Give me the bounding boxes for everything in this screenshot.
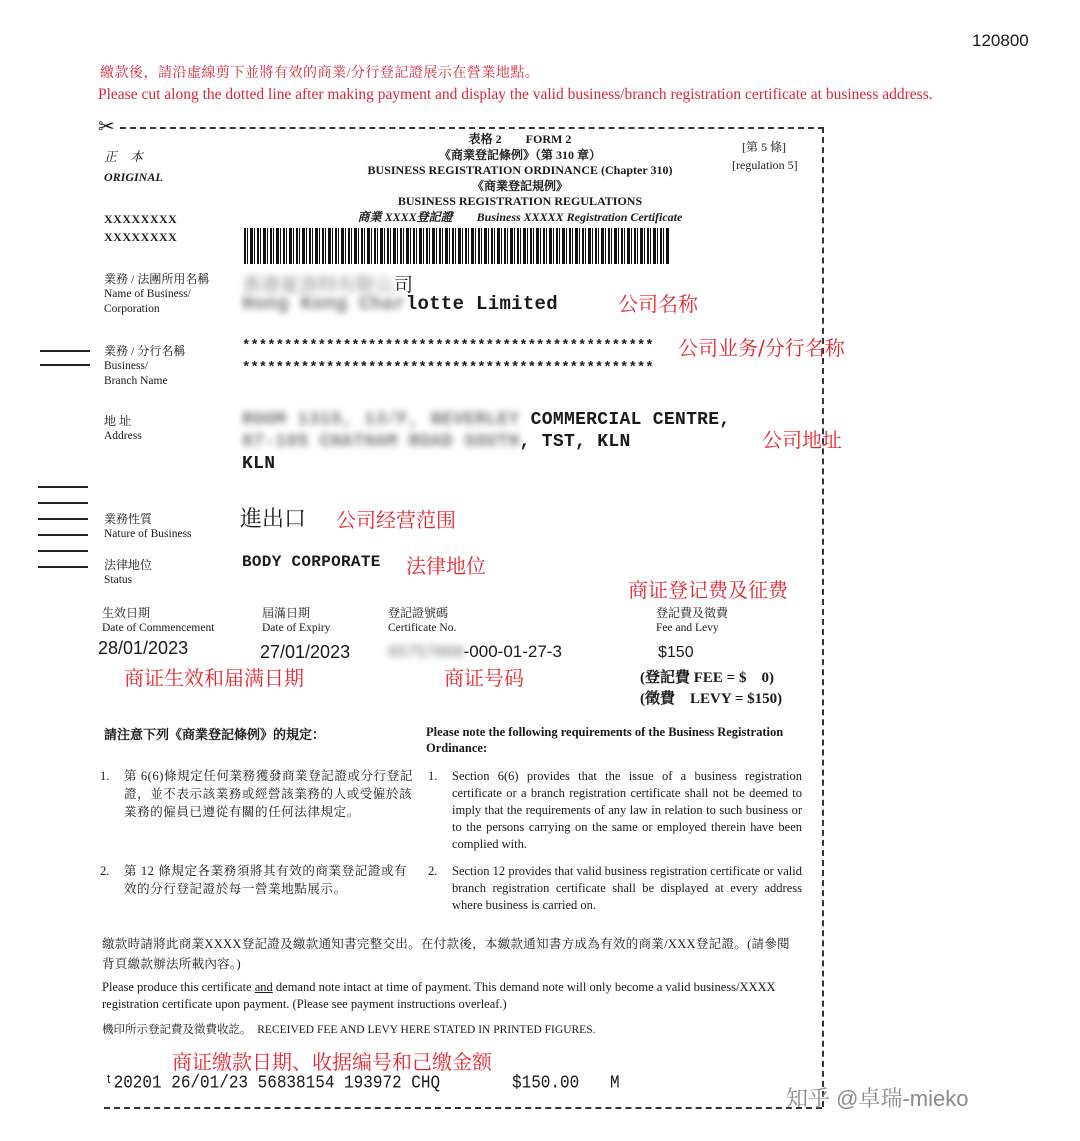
ordinance-zh: 《商業登記條例》（第 310 章） <box>438 147 601 162</box>
annotation-cert-no: 商证号码 <box>444 666 524 690</box>
address-line-2: 87-105 CHATHAM ROAD SOUTH, TST, KLN <box>242 432 631 452</box>
regulations-zh: 《商業登記規例》 <box>471 178 568 193</box>
instruction-en: Please cut along the dotted line after making payment and display the valid business/branch registration certificate at business address. <box>98 86 933 103</box>
levy-line: (徵費 LEVY = $150) <box>640 691 783 707</box>
tick-mark <box>40 350 90 352</box>
fee-total: $150 <box>658 644 694 661</box>
notes-heading-zh: 請注意下列《商業登記條例》的規定： <box>104 727 326 742</box>
annotation-address: 公司地址 <box>762 428 842 452</box>
business-name-zh: 香港夏洛特有限公司 <box>242 275 414 296</box>
original-en: ORIGINAL <box>104 170 163 184</box>
commencement-label: 生效日期 Date of Commencement <box>102 606 215 634</box>
note-1-en: Section 6(6) provides that the issue of a business registration certificate or a branch registration certificate shall not be deemed to imply that the requirements of any law in relation to such business or to the persons carrying on the same or employed therein have been complied with. <box>452 769 802 851</box>
annotation-business-scope: 公司经营范围 <box>336 508 456 532</box>
certificate-no-value: 65757868-000-01-27-3 <box>388 642 562 661</box>
annotation-payment: 商证缴款日期、收据编号和己缴金额 <box>172 1050 492 1074</box>
address-line-3: KLN <box>242 454 276 474</box>
annotation-company-name: 公司名称 <box>618 292 698 316</box>
payment-stamp: ᵗ20201 26/01/23 56838154 193972 CHQ <box>104 1072 441 1094</box>
note-1-number: 1. <box>100 769 110 783</box>
branch-label: 業務 / 分行名稱 Business/ Branch Name <box>104 344 186 387</box>
note-2-en-number: 2. <box>428 864 438 878</box>
tick-mark <box>38 566 88 568</box>
id-line-2: XXXXXXXX <box>104 230 178 244</box>
tick-mark <box>38 534 88 536</box>
certificate-no-label: 登記證號碼 Certificate No. <box>388 606 457 634</box>
note-1-en-number: 1. <box>428 769 438 783</box>
original-zh: 正 本 <box>104 149 144 164</box>
name-label: 業務 / 法團所用名稱 Name of Business/ Corporation <box>104 272 210 315</box>
annotation-branch-name: 公司业务/分行名称 <box>678 336 845 360</box>
annotation-fee: 商证登记费及征费 <box>628 578 788 602</box>
certificate-title: 商業 XXXX登記證 Business XXXXX Registration Certificate <box>357 209 683 224</box>
tick-mark <box>38 518 88 520</box>
nature-label: 業務性質 Nature of Business <box>104 512 192 540</box>
address-line-1: ROOM 1315, 13/F, BEVERLEY COMMERCIAL CENTRE, <box>242 410 731 430</box>
payment-amount: $150.00 <box>512 1072 580 1094</box>
address-label: 地 址 Address <box>104 414 142 442</box>
notes-heading-en: Please note the following requirements of the Business Registration Ordinance: <box>426 725 784 755</box>
cut-line-bottom <box>104 1107 822 1109</box>
fee-label: 登記費及徵費 Fee and Levy <box>656 606 729 634</box>
barcode <box>244 228 670 264</box>
note-2-number: 2. <box>100 864 110 878</box>
note-2-zh: 第 12 條規定各業務須將其有效的商業登記證或有效的分行登記證於每一營業地點展示。 <box>124 864 408 896</box>
id-line-1: XXXXXXXX <box>104 212 178 226</box>
document-number: 120800 <box>972 31 1029 50</box>
business-name-en: Hong Kong Charlotte Limited <box>242 293 558 315</box>
tick-mark <box>38 486 88 488</box>
payment-text-zh: 繳款時請將此商業XXXX登記證及繳款通知書完整交出。在付款後，本繳款通知書方成為有效的商業/XXX登記證。(請參閱背頁繳款辦法所載內容。) <box>102 937 790 971</box>
branch-value-1: ************************************************* <box>242 338 654 354</box>
tick-mark <box>38 502 88 504</box>
annotation-dates: 商证生效和届满日期 <box>124 666 304 690</box>
note-1-zh: 第 6(6)條規定任何業務獲發商業登記證或分行登記證，並不表示該業務或經營該業務的人或受僱於該業務的僱員已遵從有關的任何法律規定。 <box>124 769 413 819</box>
received-note: 機印所示登記費及徵費收訖。 RECEIVED FEE AND LEVY HERE STATED IN PRINTED FIGURES. <box>102 1024 596 1036</box>
status-label: 法律地位 Status <box>104 558 153 586</box>
regulation-zh: [第 5 條] <box>742 140 786 154</box>
note-2-en: Section 12 provides that valid business registration certificate or valid branch registration certificate shall be displayed at every address where business is carried on. <box>452 864 802 912</box>
cut-line-top <box>120 127 824 129</box>
tick-mark <box>38 550 88 552</box>
payment-mark: M <box>610 1072 620 1094</box>
ordinance-en: BUSINESS REGISTRATION ORDINANCE (Chapter 310) <box>367 163 673 177</box>
expiry-label: 屆滿日期 Date of Expiry <box>262 606 331 634</box>
fee-line: (登記費 FEE = $ 0) <box>640 670 774 686</box>
regulation-en: [regulation 5] <box>732 158 798 172</box>
cut-line-right <box>822 127 824 1107</box>
instruction-zh: 繳款後，請沿虛線剪下並將有效的商業/分行登記證展示在營業地點。 <box>100 66 540 81</box>
scissors-icon: ✂ <box>98 116 115 138</box>
watermark: 知乎 @卓瑞-mieko <box>786 1086 969 1111</box>
branch-value-2: ************************************************* <box>242 360 654 376</box>
form-number: 表格 2 FORM 2 <box>468 132 572 146</box>
regulations-en: BUSINESS REGISTRATION REGULATIONS <box>397 194 643 208</box>
form-heading <box>240 132 800 225</box>
commencement-value: 28/01/2023 <box>98 638 189 658</box>
status-value: BODY CORPORATE <box>242 553 381 571</box>
expiry-value: 27/01/2023 <box>260 642 351 662</box>
payment-text-en: Please produce this certificate and demand note intact at time of payment. This demand note will only become a valid business/XXXX registration certificate upon payment. (Please see payment instructions overleaf.) <box>102 980 776 1011</box>
nature-value: 進出口 <box>240 506 307 531</box>
annotation-legal-status: 法律地位 <box>406 554 486 578</box>
tick-mark <box>40 364 90 366</box>
